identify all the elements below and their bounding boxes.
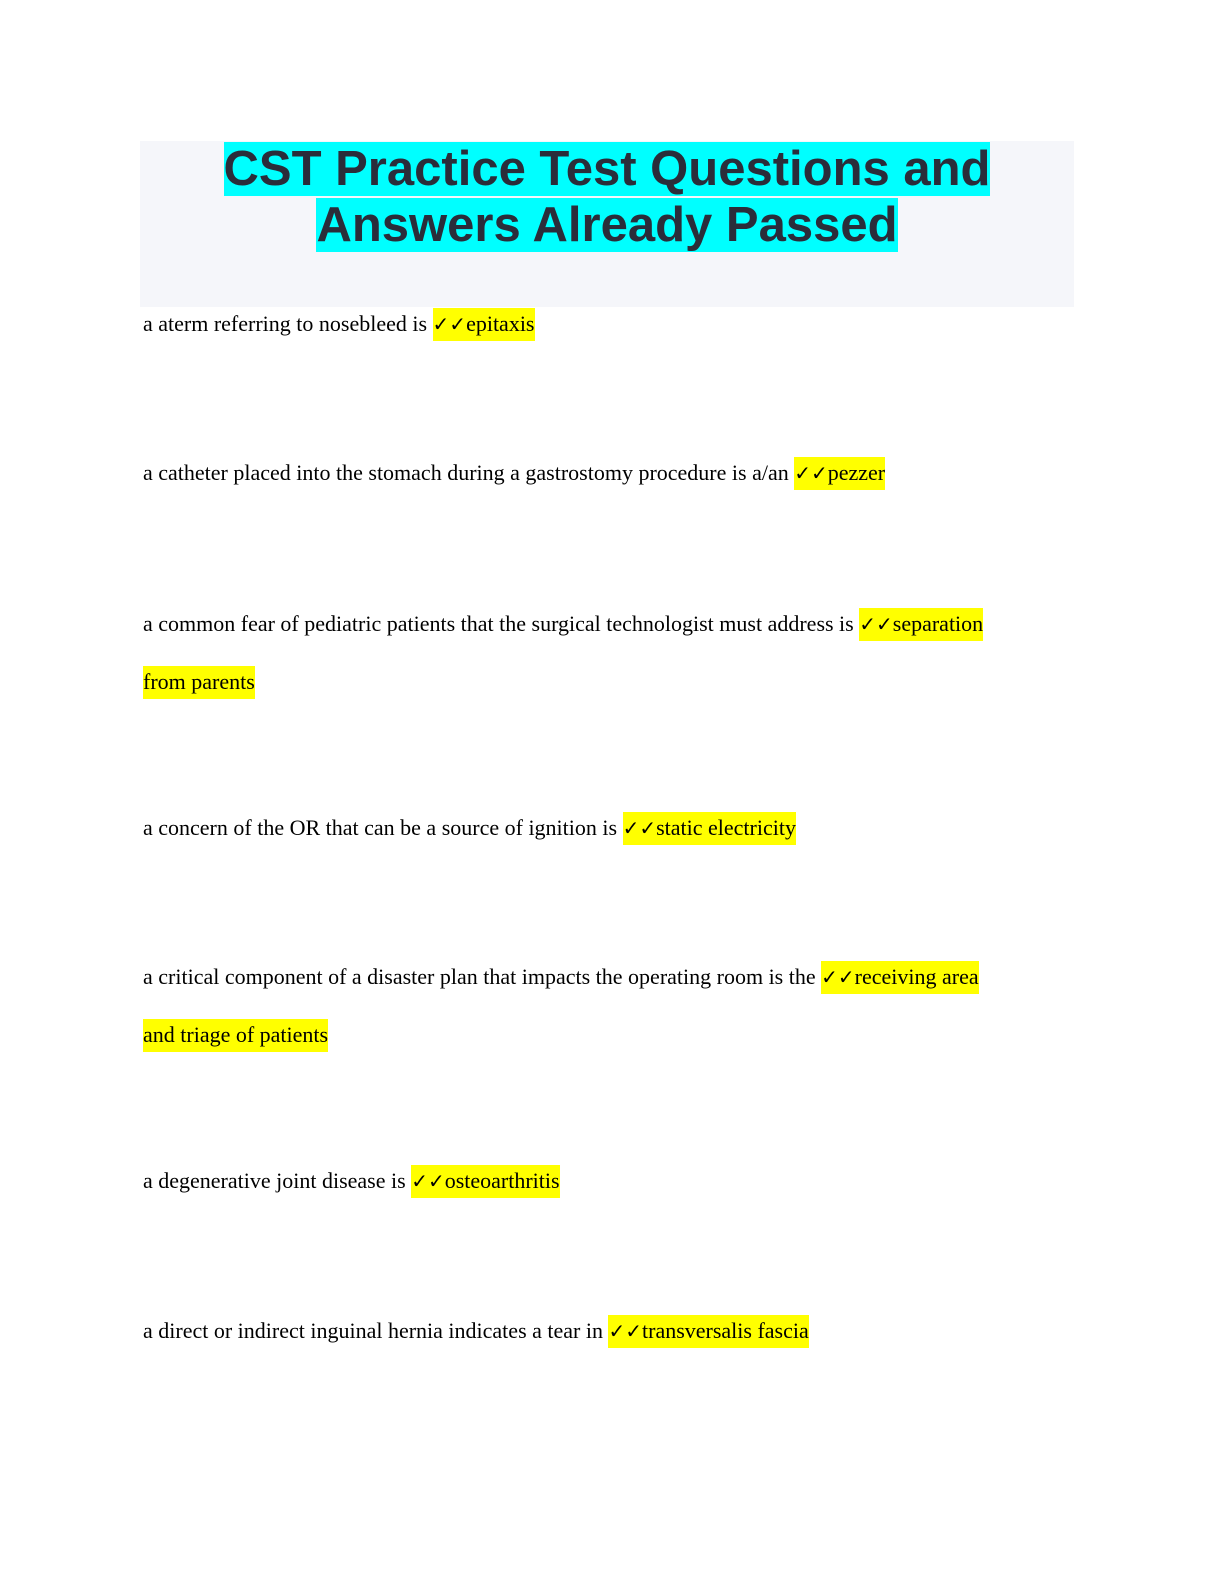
answer-text-line-1: separation [892, 611, 984, 636]
answer-text: static electricity [656, 815, 796, 840]
qa-item-6 [143, 1152, 1083, 1210]
question-text: a concern of the OR that can be a source of ignition is [143, 815, 623, 840]
answer-text-line-2: and triage of patients [143, 1022, 329, 1047]
answer-highlight [411, 1165, 559, 1198]
check-mark-icon: ✓✓ [794, 461, 828, 485]
title-line-1: CST Practice Test Questions and [223, 142, 991, 196]
answer-text: pezzer [827, 460, 886, 485]
question-text: a direct or indirect inguinal hernia indicates a tear in [143, 1318, 609, 1343]
answer-text: osteoarthritis [444, 1168, 560, 1193]
answer-highlight [433, 308, 535, 341]
check-mark-icon: ✓✓ [622, 816, 657, 840]
qa-item-5 [143, 948, 1083, 1064]
question-text: a common fear of pediatric patients that the surgical technologist must address is [143, 611, 860, 636]
title-box [140, 141, 1074, 307]
check-mark-icon: ✓✓ [859, 612, 893, 636]
check-mark-icon: ✓✓ [608, 1319, 642, 1343]
answer-highlight [623, 812, 796, 845]
check-mark-icon: ✓✓ [821, 965, 855, 989]
title-line-2: Answers Already Passed [316, 198, 898, 252]
check-mark-icon: ✓✓ [432, 312, 467, 336]
answer-text-line-2: from parents [143, 669, 255, 694]
answer-highlight-continued [143, 1019, 328, 1052]
question-text: a catheter placed into the stomach during a gastrostomy procedure is a/an [143, 460, 795, 485]
answer-text: epitaxis [466, 311, 535, 336]
answer-text-line-1: receiving area [854, 964, 979, 989]
qa-item-4 [143, 799, 1083, 857]
answer-highlight [859, 608, 983, 641]
check-mark-icon: ✓✓ [411, 1169, 445, 1193]
qa-item-7 [143, 1302, 1083, 1360]
answer-highlight [794, 457, 885, 490]
question-text: a aterm referring to nosebleed is [143, 311, 433, 336]
question-text: a critical component of a disaster plan that impacts the operating room is the [143, 964, 822, 989]
qa-item-1 [143, 295, 1083, 353]
answer-text: transversalis fascia [642, 1318, 809, 1343]
qa-item-3 [143, 595, 1083, 711]
document-title [140, 141, 1074, 253]
answer-highlight [608, 1315, 808, 1348]
answer-highlight-continued [143, 666, 255, 699]
question-text: a degenerative joint disease is [143, 1168, 412, 1193]
answer-highlight [821, 961, 978, 994]
qa-item-2 [143, 444, 1083, 502]
